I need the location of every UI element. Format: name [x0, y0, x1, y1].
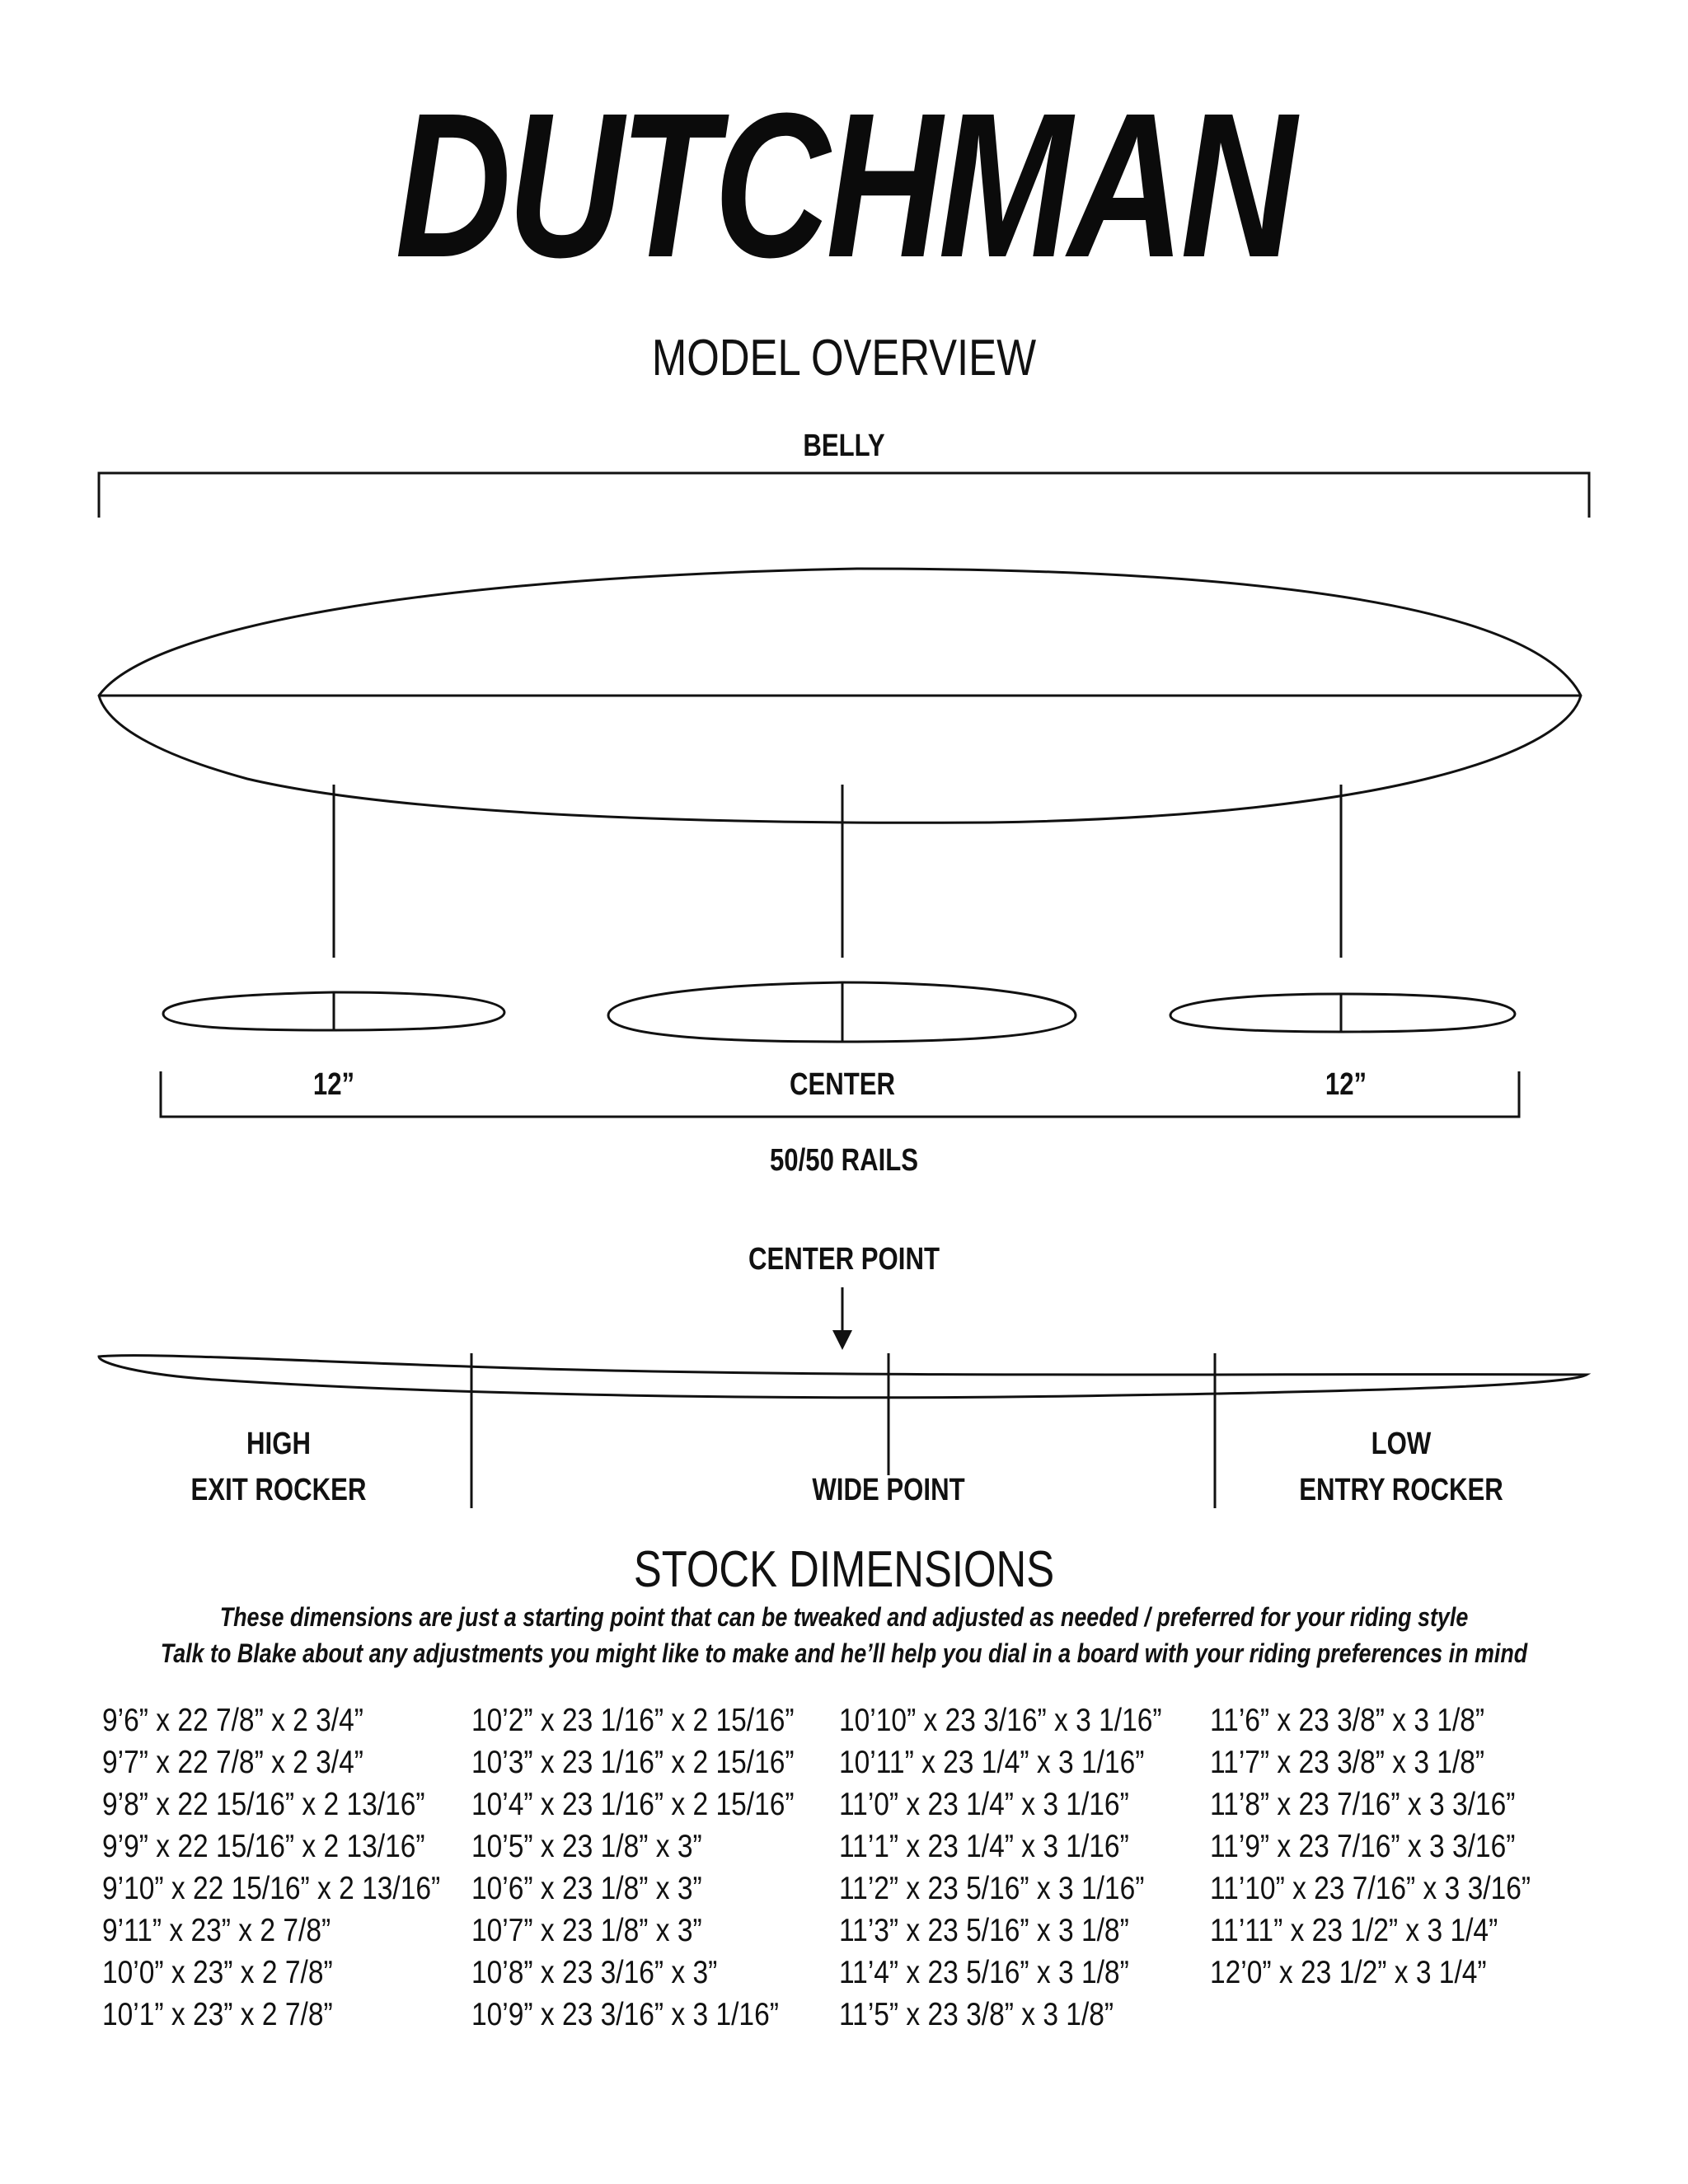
stock-dimensions-title: STOCK DIMENSIONS	[633, 1541, 1055, 1598]
dimension-entry: 10’2” x 23 1/16” x 2 15/16”	[471, 1703, 795, 1738]
dimension-entry: 10’10” x 23 3/16” x 3 1/16”	[839, 1703, 1162, 1738]
dimension-entry: 11’4” x 23 5/16” x 3 1/8”	[839, 1955, 1129, 1990]
dimensions-table	[102, 1699, 1619, 2036]
dimension-entry: 11’3” x 23 5/16” x 3 1/8”	[839, 1913, 1129, 1948]
dimension-entry: 9’6” x 22 7/8” x 2 3/4”	[102, 1703, 363, 1738]
belly-label: BELLY	[803, 429, 885, 463]
center-point-label: CENTER POINT	[748, 1242, 940, 1277]
dimension-entry: 10’7” x 23 1/8” x 3”	[471, 1913, 702, 1948]
dimension-entry: 11’9” x 23 7/16” x 3 3/16”	[1210, 1829, 1516, 1864]
dimension-entry: 11’2” x 23 5/16” x 3 1/16”	[839, 1871, 1145, 1906]
dimension-entry: 11’8” x 23 7/16” x 3 3/16”	[1210, 1787, 1516, 1822]
rails-label: 50/50 RAILS	[769, 1143, 919, 1178]
dimension-entry: 10’11” x 23 1/4” x 3 1/16”	[839, 1745, 1145, 1780]
dimension-entry: 9’7” x 22 7/8” x 2 3/4”	[102, 1745, 363, 1780]
dutchman-logo: DUTCHMAN	[395, 70, 1293, 300]
dimension-entry: 11’6” x 23 3/8” x 3 1/8”	[1210, 1703, 1485, 1738]
stock-note-line2: Talk to Blake about any adjustments you might like to make and he’ll help you dial in a board with your riding preferences in mind	[160, 1638, 1528, 1668]
dimension-entry: 9’9” x 22 15/16” x 2 13/16”	[102, 1829, 425, 1864]
dimension-entry: 10’5” x 23 1/8” x 3”	[471, 1829, 702, 1864]
center-point-arrowhead	[832, 1330, 852, 1350]
dimension-entry: 11’11” x 23 1/2” x 3 1/4”	[1210, 1913, 1498, 1948]
dimension-entry: 10’0” x 23” x 2 7/8”	[102, 1955, 333, 1990]
low-entry-rocker-label-line2: ENTRY ROCKER	[1299, 1473, 1503, 1507]
dimensions-column-1	[102, 1699, 471, 2036]
dimension-entry: 11’1” x 23 1/4” x 3 1/16”	[839, 1829, 1129, 1864]
belly-bracket	[99, 473, 1589, 518]
dimensions-column-3	[839, 1699, 1210, 2036]
dimension-entry: 11’5” x 23 3/8” x 3 1/8”	[839, 1997, 1114, 2032]
dimension-entry: 10’8” x 23 3/16” x 3”	[471, 1955, 718, 1990]
high-exit-rocker-label-line1: HIGH	[246, 1427, 311, 1461]
section-label-right: 12”	[1325, 1067, 1367, 1102]
dimension-entry: 9’8” x 22 15/16” x 2 13/16”	[102, 1787, 425, 1822]
dimension-entry: 10’9” x 23 3/16” x 3 1/16”	[471, 1997, 779, 2032]
wide-point-label: WIDE POINT	[812, 1473, 965, 1507]
dimension-entry: 10’1” x 23” x 2 7/8”	[102, 1997, 333, 2032]
dimension-entry: 11’7” x 23 3/8” x 3 1/8”	[1210, 1745, 1485, 1780]
high-exit-rocker-label-line2: EXIT ROCKER	[190, 1473, 367, 1507]
dimension-entry: 12’0” x 23 1/2” x 3 1/4”	[1210, 1955, 1487, 1990]
dimension-entry: 9’10” x 22 15/16” x 2 13/16”	[102, 1871, 441, 1906]
dimensions-column-2	[471, 1699, 839, 2036]
section-label-left: 12”	[312, 1067, 355, 1102]
dimensions-column-4	[1210, 1699, 1573, 2036]
dimension-entry: 11’10” x 23 7/16” x 3 3/16”	[1210, 1871, 1531, 1906]
stock-note-line1: These dimensions are just a starting point that can be tweaked and adjusted as needed / preferred for your riding style	[219, 1602, 1469, 1632]
low-entry-rocker-label-line1: LOW	[1371, 1427, 1432, 1461]
dimension-entry: 10’3” x 23 1/16” x 2 15/16”	[471, 1745, 795, 1780]
section-label-center: CENTER	[789, 1067, 896, 1102]
dimension-entry: 11’0” x 23 1/4” x 3 1/16”	[839, 1787, 1129, 1822]
rocker-profile	[99, 1356, 1587, 1398]
dimension-entry: 9’11” x 23” x 2 7/8”	[102, 1913, 331, 1948]
rail-section-right	[1170, 994, 1515, 1032]
model-overview-title: MODEL OVERVIEW	[651, 330, 1037, 387]
dimension-entry: 10’4” x 23 1/16” x 2 15/16”	[471, 1787, 795, 1822]
dimension-entry: 10’6” x 23 1/8” x 3”	[471, 1871, 702, 1906]
